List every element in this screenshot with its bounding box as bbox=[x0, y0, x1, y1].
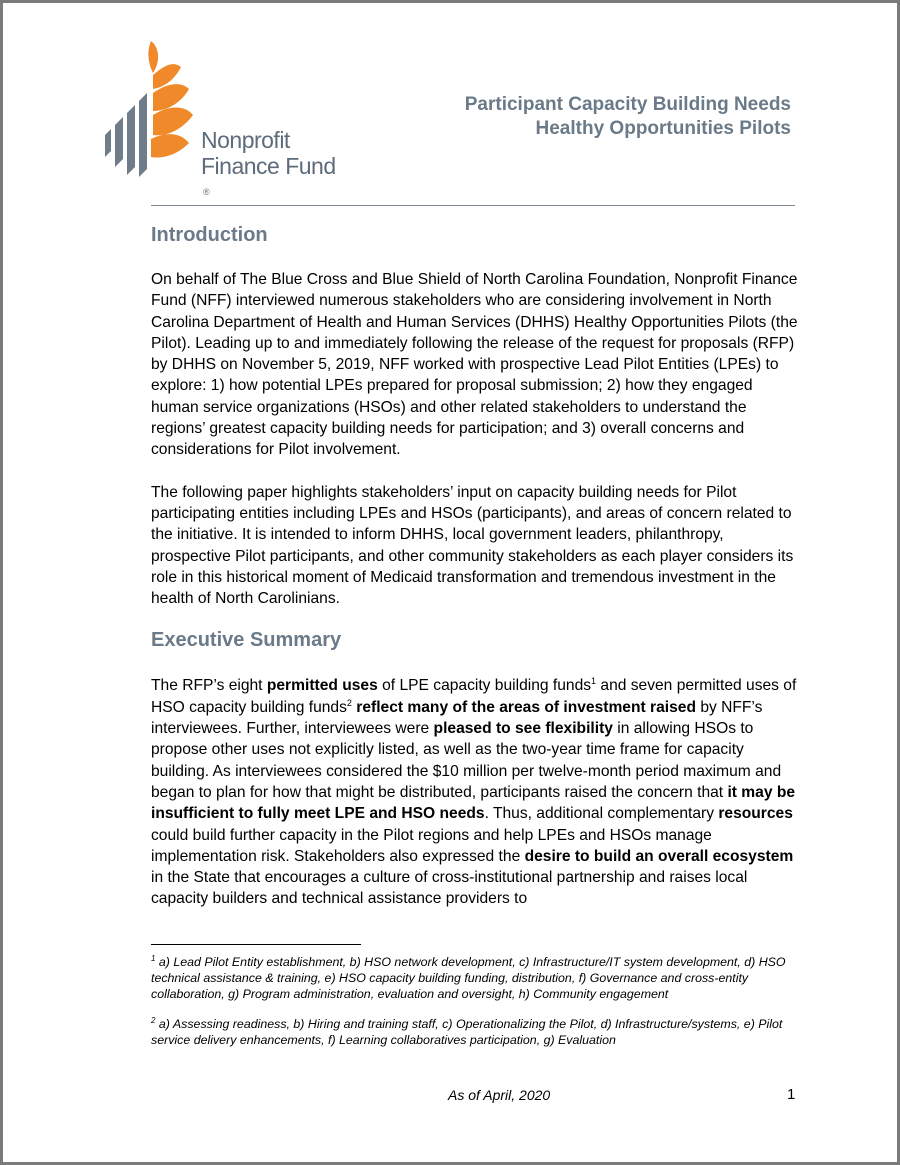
footnote-1-number: 1 bbox=[151, 954, 156, 963]
logo-leaf-4 bbox=[153, 108, 193, 136]
footnote-2 bbox=[151, 1016, 803, 1048]
logo-wordmark bbox=[201, 127, 336, 205]
logo-leaf-3 bbox=[153, 84, 189, 111]
document-title-line2: Healthy Opportunities Pilots bbox=[535, 118, 791, 139]
main-content bbox=[151, 219, 801, 910]
logo-step-2 bbox=[127, 105, 135, 175]
logo-name-line2: Finance Fund ® bbox=[201, 153, 336, 205]
executive-summary-paragraph: The RFP’s eight permitted uses of LPE capacity building funds$^1$ and seven permitted uses of HSO capacity building funds$^2$ reflect many of the areas of investment raised by NFF’s interviewees. Further, interviewees were pleased to see flexibility in allowing HSOs to propose other uses not explicitly listed, as well as the two-year time frame for capacity building. As interviewees considered the $10 million per twelve-month period maximum and began to plan for how that might be distributed, participants raised the concern that it may be insufficient to fully meet LPE and HSO needs. Thus, additional complementary resources could build further capacity in the Pilot regions and help LPEs and HSOs manage implementation risk. Stakeholders also expressed the desire to build an overall ecosystem in the State that encourages a culture of cross-institutional partnership and raises local capacity builders and technical assistance providers to bbox=[151, 676, 797, 908]
footnote-1-text: a) Lead Pilot Entity establishment, b) HSO network development, c) Infrastructure/IT system development, d) HSO technical assistance & training, e) HSO capacity building funding, distribution, f) Governance and cross-entity collaboration, g) Program administration, evaluation and oversight, h) Community engagement bbox=[151, 955, 786, 1001]
introduction-paragraph-2: The following paper highlights stakeholders’ input on capacity building needs for Pilot participating entities including LPEs and HSOs (participants), and areas of concern related to the initiative. It is intended to inform DHHS, local government leaders, philanthropy, prospective Pilot participants, and other community stakeholders as each player considers its role in this historical moment of Medicaid transformation and tremendous investment in the health of North Carolinians. bbox=[151, 483, 794, 608]
footnote-2-text: a) Assessing readiness, b) Hiring and training staff, c) Operationalizing the Pilot, d) Infrastructure/systems, e) Pilot service delivery enhancements, f) Learning collaboratives participation, g) Evaluation bbox=[151, 1017, 783, 1047]
logo-step-1 bbox=[139, 93, 147, 177]
document-title bbox=[465, 93, 791, 141]
footer-date: As of April, 2020 bbox=[448, 1087, 551, 1103]
page-number: 1 bbox=[787, 1086, 796, 1103]
executive-summary-heading: Executive Summary bbox=[151, 629, 342, 652]
logo-step-3 bbox=[115, 117, 123, 167]
footnote-ref-1: 1 bbox=[591, 676, 597, 687]
footnote-divider bbox=[151, 944, 361, 945]
footnote-ref-2: 2 bbox=[346, 697, 352, 708]
footnote-1 bbox=[151, 954, 803, 1002]
logo-name-line1: Nonprofit bbox=[201, 127, 290, 153]
introduction-paragraph-1: On behalf of The Blue Cross and Blue Shield of North Carolina Foundation, Nonprofit Finance Fund (NFF) interviewed numerous stakeholders who are considering involvement in North Carolina Department of Health and Human Services (DHHS) Healthy Opportunities Pilots (the Pilot). Leading up to and immediately following the release of the request for proposals (RFP) by DHHS on November 5, 2019, NFF worked with prospective Lead Pilot Entities (LPEs) to explore: 1) how potential LPEs prepared for proposal submission; 2) how they engaged human service organizations (HSOs) and other related stakeholders to understand the regions’ greatest capacity building needs for participation; and 3) overall concerns and considerations for Pilot involvement. bbox=[151, 271, 798, 459]
document-title-line1: Participant Capacity Building Needs bbox=[464, 94, 791, 115]
registered-mark: ® bbox=[203, 187, 210, 197]
footnote-2-number: 2 bbox=[151, 1016, 156, 1025]
logo-leaf-5 bbox=[151, 134, 189, 157]
header-divider bbox=[151, 205, 795, 206]
logo-leaf-top bbox=[148, 41, 158, 73]
logo-step-4 bbox=[105, 129, 111, 157]
introduction-heading: Introduction bbox=[151, 224, 268, 246]
